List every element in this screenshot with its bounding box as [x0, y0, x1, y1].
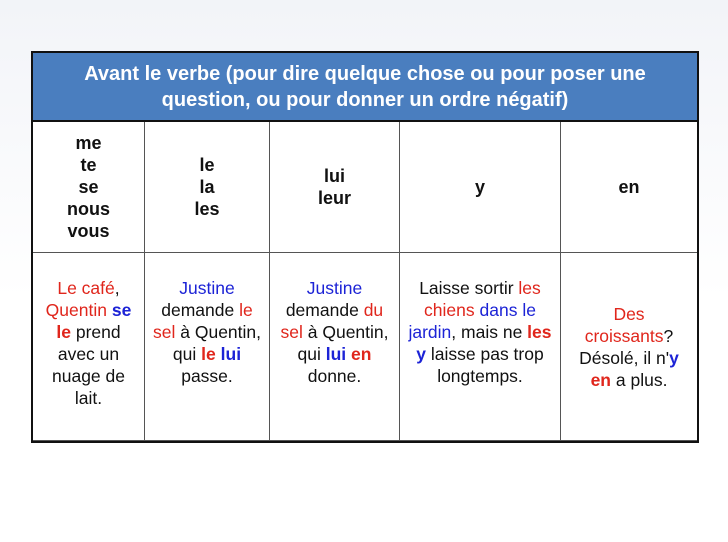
example-3-line-4	[298, 343, 372, 365]
pronoun-y: y	[474, 177, 485, 197]
word-les-bold: les	[527, 322, 552, 342]
word-les: les	[518, 278, 541, 298]
example-1-line-4: avec un	[57, 344, 120, 364]
example-2-line-4	[173, 343, 241, 365]
example-3-line-5: donne.	[307, 366, 362, 386]
word-qui: qui	[172, 344, 197, 364]
pronoun-cell-3	[270, 122, 400, 253]
example-2-line-5: passe.	[181, 366, 233, 386]
word-croissants: croissants	[584, 325, 664, 346]
example-cell-1	[33, 253, 145, 441]
example-4-line-1	[419, 277, 541, 299]
word-qui: qui	[297, 344, 321, 364]
example-4-line-3	[408, 321, 551, 343]
word-laisse-sortir: Laisse sortir	[419, 278, 514, 298]
word-demande: demande	[285, 300, 359, 320]
word-lui: lui	[325, 344, 347, 364]
word-mais-ne: , mais ne	[451, 322, 523, 342]
word-lui: lui	[220, 344, 242, 364]
word-se: se	[111, 300, 132, 320]
example-cell-4	[400, 253, 561, 441]
example-3-line-1: Justine	[306, 278, 363, 298]
word-sel: sel	[280, 322, 303, 342]
word-jardin: jardin	[408, 322, 452, 342]
example-1-line-1	[57, 277, 119, 299]
word-comma: ,	[114, 278, 120, 298]
pronoun-cell-4	[400, 122, 561, 253]
word-le-cafe: Le café	[57, 278, 115, 298]
word-du: du	[363, 300, 384, 320]
table-grid	[33, 122, 697, 441]
pronoun-leur: leur	[317, 188, 351, 208]
example-5-line-3	[579, 347, 679, 369]
word-quentin: Quentin	[45, 300, 107, 320]
word-demande: demande	[161, 300, 235, 320]
example-3-line-2	[286, 299, 383, 321]
example-1-line-5: nuage de	[52, 366, 125, 386]
example-2-line-2	[161, 299, 252, 321]
pronoun-lui: lui	[324, 166, 345, 186]
pronoun-cell-5	[561, 122, 697, 253]
example-cell-3	[270, 253, 400, 441]
pronoun-vous: vous	[67, 221, 110, 241]
word-en: en	[351, 344, 372, 364]
pronoun-cell-1	[33, 122, 145, 253]
table-header	[33, 53, 697, 122]
word-a-quentin: à Quentin,	[307, 322, 389, 342]
word-y: y	[416, 344, 426, 364]
example-4-line-5: longtemps.	[437, 366, 523, 386]
word-en: en	[590, 369, 611, 390]
word-laisse-pas-trop: laisse pas trop	[430, 344, 544, 364]
pronoun-en: en	[618, 177, 640, 197]
example-5-line-2	[585, 325, 674, 347]
word-y: y	[669, 347, 679, 368]
example-4-line-2	[424, 299, 536, 321]
word-prend: prend	[75, 322, 121, 342]
example-1-line-3	[56, 321, 120, 343]
word-le-bold: le	[201, 344, 216, 364]
example-cell-2	[145, 253, 270, 441]
example-1-line-2	[46, 299, 132, 321]
example-2-line-1: Justine	[179, 278, 235, 298]
pronoun-te: te	[80, 155, 97, 175]
header-line-1: Avant le verbe (pour dire quelque chose ou pour poser une	[84, 62, 646, 85]
word-question: ?	[663, 325, 674, 346]
word-dans-le: dans le	[479, 300, 536, 320]
word-a-quentin: à Quentin,	[180, 322, 261, 342]
pronoun-nous: nous	[67, 199, 110, 219]
example-3-line-3	[281, 321, 389, 343]
word-sel: sel	[153, 322, 176, 342]
word-le: le	[239, 300, 253, 320]
header-line-2: question, ou pour donner un ordre négatif)	[161, 88, 569, 111]
pronoun-se: se	[78, 177, 99, 197]
word-chiens: chiens	[424, 300, 475, 320]
example-cell-5	[561, 253, 697, 441]
word-desole: Désolé, il n'	[579, 347, 670, 368]
example-5-line-1: Des	[613, 303, 645, 324]
pronoun-table	[31, 51, 699, 443]
pronoun-me: me	[75, 133, 102, 153]
word-le: le	[56, 322, 71, 342]
pronoun-la: la	[199, 177, 215, 197]
example-5-line-4	[591, 369, 668, 391]
example-4-line-4	[416, 343, 543, 365]
example-2-line-3	[153, 321, 261, 343]
pronoun-le: le	[199, 155, 215, 175]
word-a-plus: a plus.	[615, 369, 668, 390]
example-1-line-6: lait.	[74, 388, 103, 408]
pronoun-cell-2	[145, 122, 270, 253]
pronoun-les: les	[194, 199, 220, 219]
